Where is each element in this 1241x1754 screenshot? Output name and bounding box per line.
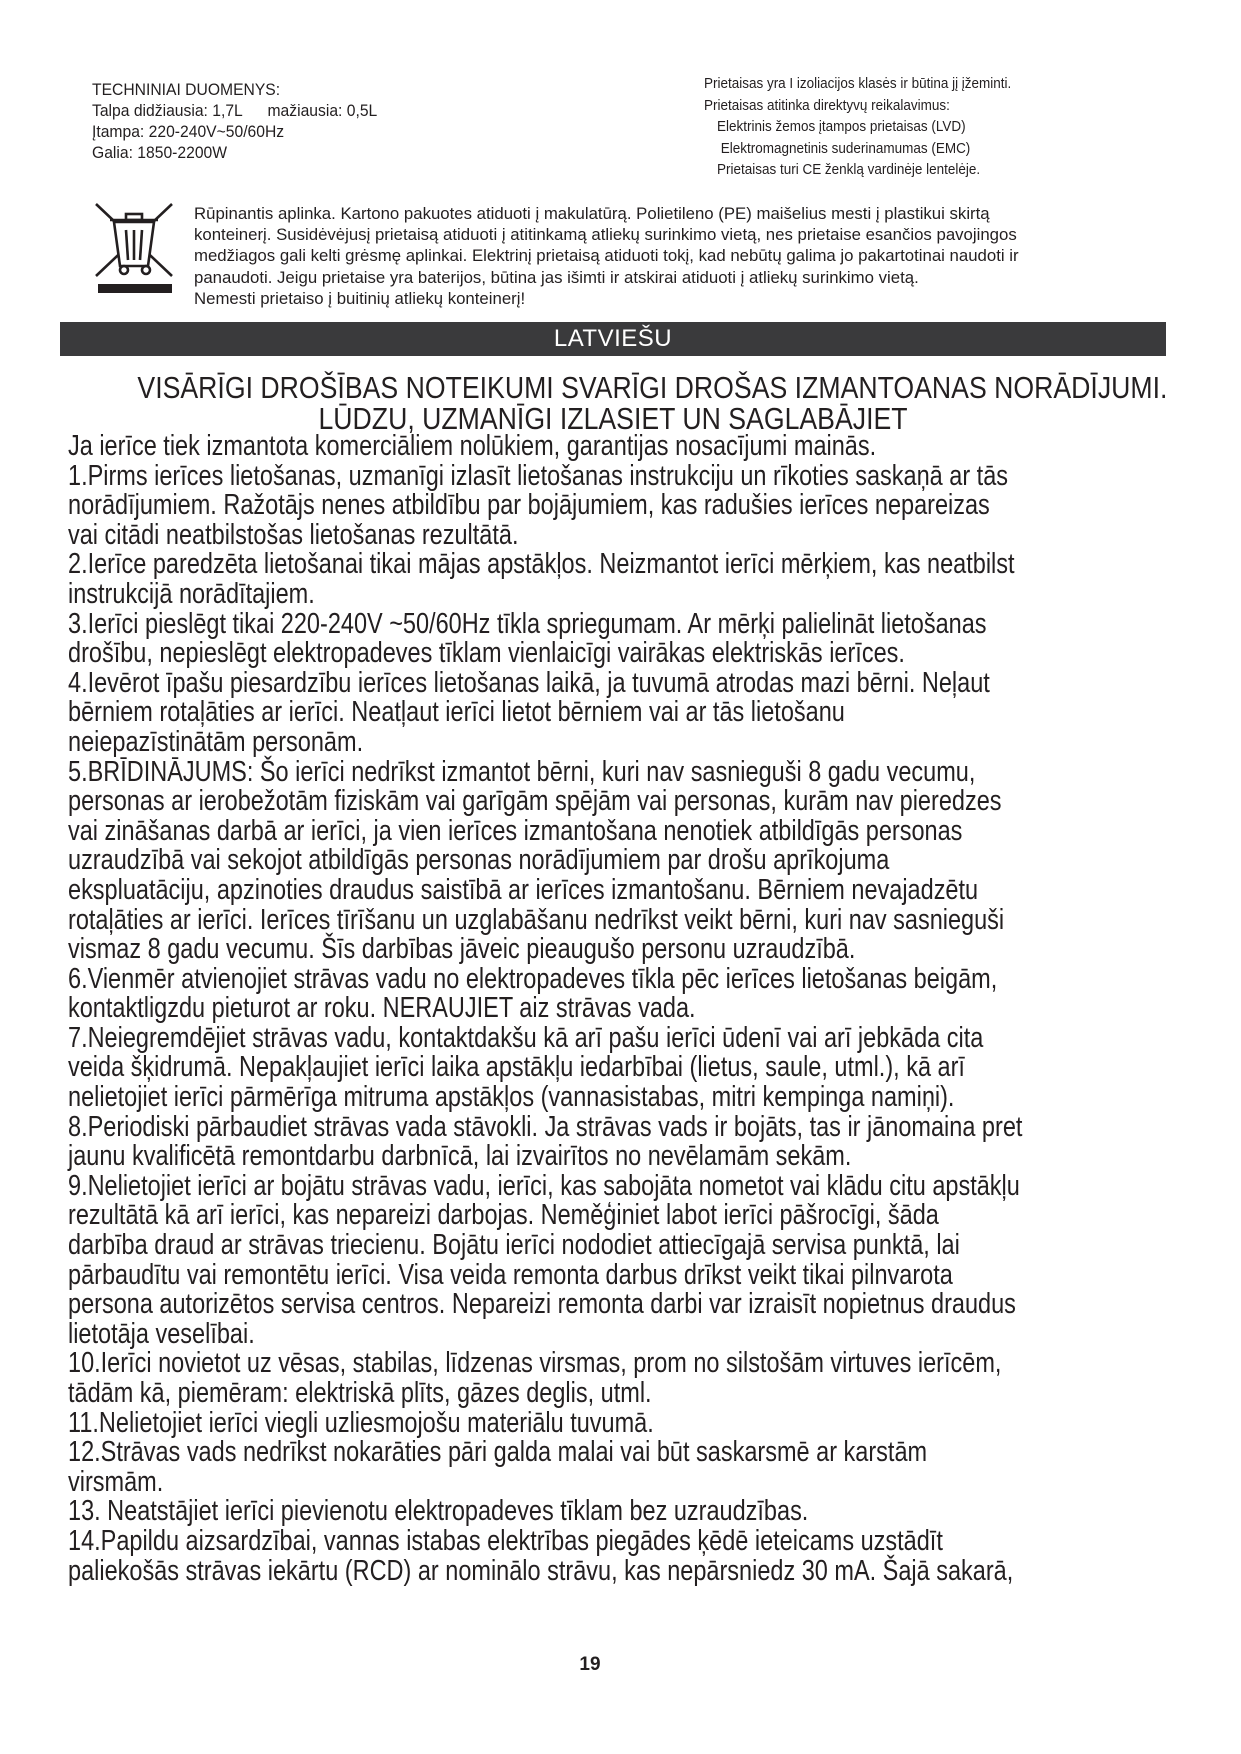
instruction-line: rezultātā kā arī ierīci, kas nepareizi darbojas. Neměģiniet labot ierīci pāšrocīgi, šāda <box>68 1199 939 1232</box>
instruction-line: darbība draud ar strāvas triecienu. Bojātu ierīci nododiet attiecīgajā servisa punktā, lai <box>68 1229 960 1262</box>
instruction-line: 12.Strāvas vads nedrīkst nokarāties pāri galda malai vai būt saskarsmē ar karstām <box>68 1436 928 1469</box>
instruction-line: jaunu kvalificētā remontdarbu darbnīcā, lai izvairītos no nevēlamām sekām. <box>68 1140 852 1173</box>
instruction-line: drošību, nepieslēgt elektropadeves tīklam vienlaicīgi vairākas elektriskās ierīces. <box>68 637 905 670</box>
tech-power: Galia: 1850-2200W <box>92 144 228 162</box>
instruction-line: virsmām. <box>68 1465 164 1498</box>
instruction-line: vai zināšanas darbā ar ierīci, ja vien ierīces izmantošana nenotiek atbildīgās personas <box>68 814 963 847</box>
environment-line: konteinerį. Susidėvėjusį prietaisą atiduoti į atitinkamą atliekų surinkimo vietą, nes prietaise esančios pavojingos <box>194 225 1017 245</box>
compliance-info <box>704 74 1141 182</box>
instruction-line: personas ar ierobežotām fiziskām vai garīgām spējām vai personas, kurām nav pieredzes <box>68 785 1002 818</box>
instruction-line: kontaktligzdu pieturot ar roku. NERAUJIET aiz strāvas vada. <box>68 992 696 1025</box>
compliance-line-5: Prietaisas turi CE ženklą vardinėje lentelėje. <box>717 162 981 178</box>
instruction-line: 2.Ierīce paredzēta lietošanai tikai mājas apstākļos. Neizmantot ierīci mērķiem, kas neatbilst <box>68 548 1015 581</box>
instruction-line: neiepazīstinātām personām. <box>68 725 364 758</box>
instruction-line: 11.Nelietojiet ierīci viegli uzliesmojošu materiālu tuvumā. <box>68 1406 654 1439</box>
instruction-line: Ja ierīce tiek izmantota komerciāliem nolūkiem, garantijas nosacījumi mainās. <box>68 430 877 462</box>
instruction-line: rotaļāties ar ierīci. Ierīces tīrīšanu un uzglabāšanu nedrīkst veikt bērni, kuri nav sasnieguši <box>68 903 1005 936</box>
instruction-line: bērniem rotaļāties ar ierīci. Neatļaut ierīci lietot bērniem vai ar tās lietošanu <box>68 696 845 729</box>
instruction-line: 5.BRĪDINĀJUMS: Šo ierīci nedrīkst izmantot bērni, kuri nav sasnieguši 8 gadu vecumu, <box>68 755 976 788</box>
instruction-line: lietotāja veselībai. <box>68 1317 255 1350</box>
instruction-line: uzraudzībā vai sekojot atbildīgās personas norādījumiem par drošu aprīkojuma <box>68 844 890 877</box>
safety-heading-line-1: VISĀRĪGI DROŠĪBAS NOTEIKUMI SVARĪGI DROŠAS IZMANTOANAS NORĀDĪJUMI. <box>137 370 1168 405</box>
instruction-line: tādām kā, piemēram: elektriskā plīts, gāzes deglis, utml. <box>68 1377 652 1409</box>
instruction-line: 1.Pirms ierīces lietošanas, uzmanīgi izlasīt lietošanas instrukciju un rīkoties saskaņā ar tās <box>68 459 1009 492</box>
language-section-bar: LATVIEŠU <box>60 322 1166 356</box>
tech-voltage: Įtampa: 220-240V~50/60Hz <box>92 123 285 141</box>
instruction-line: vai citādi neatbilstošas lietošanas rezultātā. <box>68 518 519 551</box>
crossed-out-wheelie-bin-icon <box>92 200 180 300</box>
safety-heading-line-2: LŪDZU, UZMANĪGI IZLASIET UN SAGLABĀJIET <box>318 401 908 436</box>
instruction-line: pārbaudītu vai remontētu ierīci. Visa veida remonta darbus drīkst veikt tikai pilnvarota <box>68 1258 953 1291</box>
instruction-line: 10.Ierīci novietot uz vēsas, stabilas, līdzenas virsmas, prom no silstošām virtuves ierīcēm, <box>68 1347 1002 1380</box>
tech-capacity-max: Talpa didžiausia: 1,7L <box>92 102 243 120</box>
instruction-line: 14.Papildu aizsardzībai, vannas istabas elektrības piegādes ķēdē ieteicams uzstādīt <box>68 1524 943 1557</box>
instruction-line: 7.Neiegremdējiet strāvas vadu, kontaktdakšu kā arī pašu ierīci ūdenī vai arī jebkāda cita <box>68 1021 984 1054</box>
instruction-line: 3.Ierīci pieslēgt tikai 220-240V ~50/60Hz tīkla spriegumam. Ar mērķi palielināt lietošanas <box>68 607 987 640</box>
environment-line: Nemesti prietaiso į buitinių atliekų konteinerį! <box>194 288 526 308</box>
compliance-line-1: Prietaisas yra I izoliacijos klasės ir būtina jį įžeminti. <box>704 76 1012 92</box>
safety-heading <box>60 372 1166 434</box>
compliance-line-4: Elektromagnetinis suderinamumas (EMC) <box>720 140 971 157</box>
instruction-line: norādījumiem. Ražotājs nenes atbildību par bojājumiem, kas radušies ierīces nepareizas <box>68 489 990 522</box>
instruction-line: 9.Nelietojiet ierīci ar bojātu strāvas vadu, ierīci, kas sabojāta nometot vai klādu citu apstākļu <box>68 1169 1020 1202</box>
instruction-line: paliekošās strāvas iekārtu (RCD) ar nominālo strāvu, kas nepārsniedz 30 mA. Šajā sakarā, <box>68 1554 1014 1587</box>
compliance-line-2: Prietaisas atitinka direktyvų reikalavimus: <box>704 97 950 114</box>
environment-line: medžiagos gali kelti grėsmę aplinkai. Elektrinį prietaisą atiduoti tokį, kad nebūtų galima jo pakartotinai naudoti ir <box>194 246 1019 266</box>
safety-instructions <box>68 432 1241 1586</box>
instruction-line: ekspluatāciju, apzinoties draudus saistībā ar ierīces izmantošanu. Bērniem nevajadzētu <box>68 873 979 906</box>
environment-line: Rūpinantis aplinka. Kartono pakuotes atiduoti į makulatūrą. Polietileno (PE) maišelius mesti į plastikui skirtą <box>194 204 990 223</box>
technical-specs <box>92 80 624 164</box>
instruction-line: 13. Neatstājiet ierīci pievienotu elektropadeves tīklam bez uzraudzības. <box>68 1495 809 1528</box>
tech-capacity-min: mažiausia: 0,5L <box>267 102 378 120</box>
instruction-line: instrukcijā norādītajiem. <box>68 577 315 610</box>
tech-capacity-line <box>92 101 624 122</box>
instruction-line: persona autorizētos servisa centros. Nepareizi remonta darbi var izraisīt nopietnus draudus <box>68 1288 1016 1321</box>
page-number: 19 <box>579 1654 601 1675</box>
instruction-line: veida šķidrumā. Nepakļaujiet ierīci laika apstākļu iedarbībai (lietus, saule, utml.), kā arī <box>68 1051 965 1084</box>
instruction-line: nelietojiet ierīci pārmērīga mitruma apstākļos (vannasistabas, mitri kempinga namiņi). <box>68 1081 955 1114</box>
instruction-line: 6.Vienmēr atvienojiet strāvas vadu no elektropadeves tīkla pēc ierīces lietošanas beigām, <box>68 962 998 995</box>
instruction-line: 8.Periodiski pārbaudiet strāvas vada stāvokli. Ja strāvas vads ir bojāts, tas ir jānomaina pret <box>68 1110 1023 1143</box>
tech-specs-title: TECHNINIAI DUOMENYS: <box>92 81 281 99</box>
instruction-line: vismaz 8 gadu vecumu. Šīs darbības jāveic pieaugušo personu uzraudzībā. <box>68 933 856 966</box>
instruction-line: 4.Ievērot īpašu piesardzību ierīces lietošanas laikā, ja tuvumā atrodas mazi bērni. Neļaut <box>68 666 990 699</box>
environment-notice <box>194 203 1194 309</box>
environment-line: panaudoti. Jeigu prietaise yra baterijos, būtina jas išimti ir atskirai atiduoti į atliekų surinkimo vietą. <box>194 267 919 287</box>
compliance-line-3: Elektrinis žemos įtampos prietaisas (LVD) <box>717 119 966 135</box>
